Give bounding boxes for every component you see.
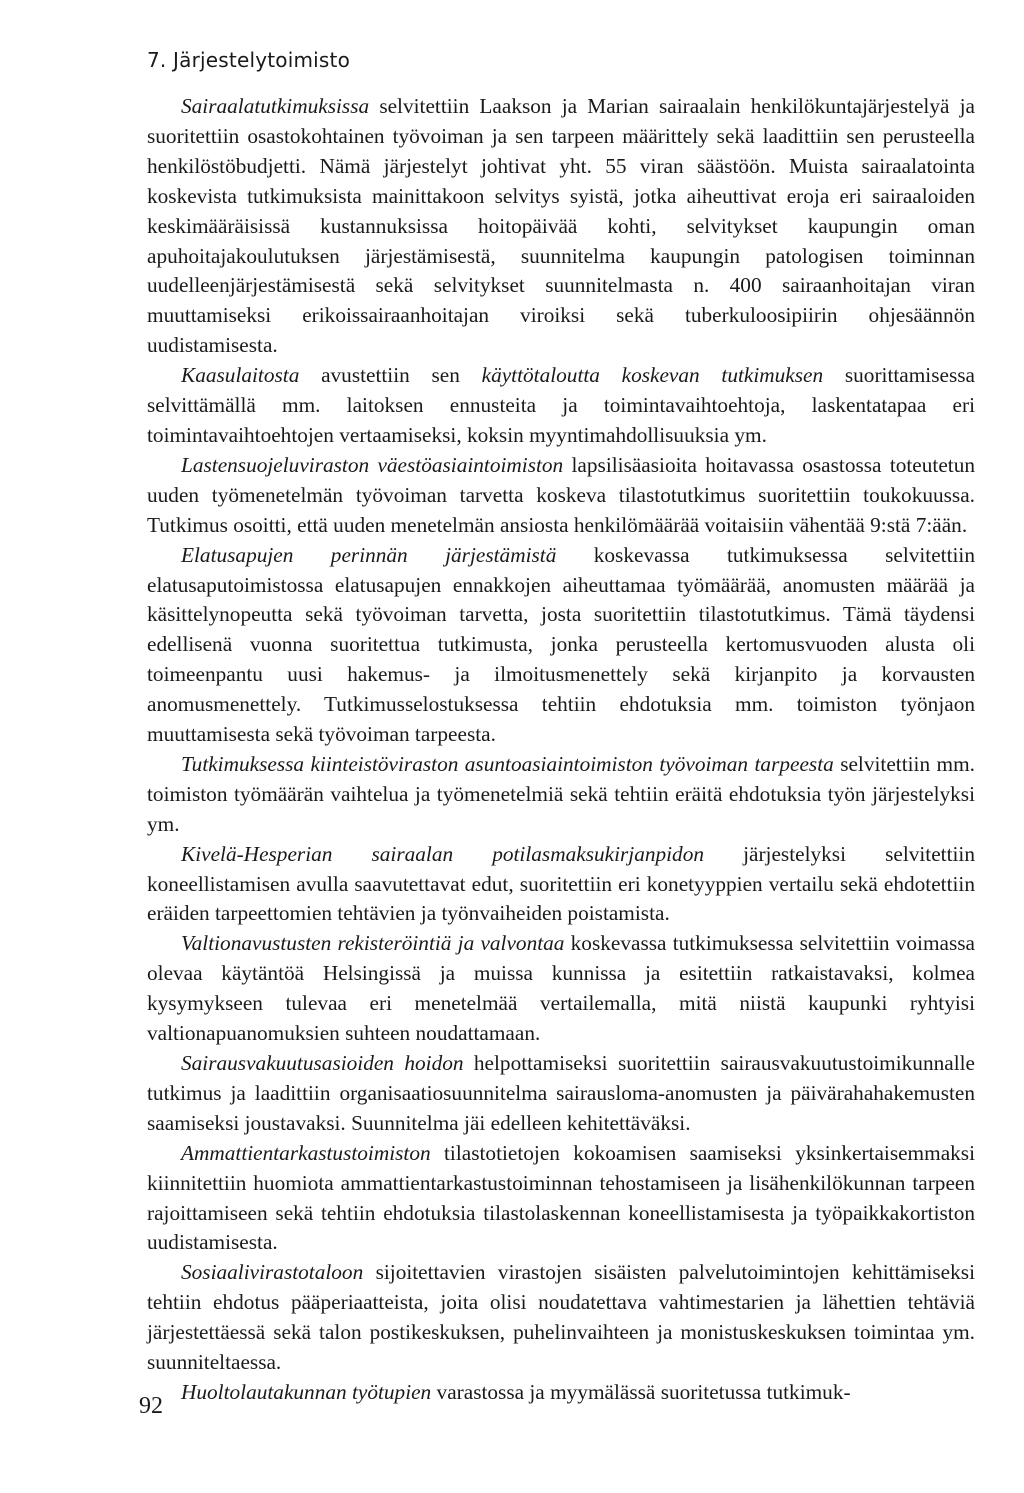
body-text [147,92,975,1408]
paragraph-text: suorittamisessa selvittämällä mm. laitoksen ennusteita ja toimintavaihtoehtoja, laskentatapaa eri toimintavaihtoehtojen vertaamiseksi, koksin myyntimahdollisuuksia ym. [147,363,975,447]
paragraph-title: Elatusapujen perinnän järjestämistä [181,542,557,567]
paragraph-huoltolautakunta [147,1378,975,1408]
paragraph-sairaalatutkimukset [147,92,975,361]
paragraph-title: Kaasulaitosta [181,363,300,388]
paragraph-text: järjestelyksi selvitettiin koneellistamisen avulla saavutettavat edut, suoritettiin eri konetyyppien vertailu sekä ehdotettiin eräiden tarpeettomien tehtävien ja työnvaiheiden poistamista. [147,841,975,926]
paragraph-ammattientarkastus [147,1139,975,1259]
paragraph-text: lapsilisäasioita hoitavassa osastossa toteutetun uuden työmenetelmän työvoiman tarvetta koskeva tilastotutkimus suoritettiin toukokuussa. Tutkimus osoitti, että uuden menetelmän ansiosta henkilömäärää voitaisiin vähentää 9:stä 7:ään. [147,452,975,537]
paragraph-text: avustettiin sen [299,363,482,388]
paragraph-text: koskevassa tutkimuksessa selvitettiin elatusaputoimistossa elatusapujen ennakkojen aiheuttamaa työmäärää, anomusten määrää ja käsittelynopeutta sekä työvoiman tarvetta, josta suoritettiin tilastotutkimus. Tämä täydensi edellisenä vuonna suoritettua tutkimusta, jonka perusteella kertomusvuoden alusta oli toimeenpantu uusi hakemus- ja ilmoitusmenettely sekä kirjanpito ja korvausten anomusmenettely. Tutkimusselostuksessa tehtiin ehdotuksia mm. toimiston työnjaon muuttamisesta sekä työvoiman tarpeesta. [147,542,975,747]
paragraph-text: selvitettiin Laakson ja Marian sairaalain henkilökuntajärjestelyä ja suoritettiin osastokohtainen työvoiman ja sen tarpeen määrittely sekä laadittiin sen perusteella henkilöstöbudjetti. Nämä järjestelyt johtivat yht. 55 viran säästöön. Muista sairaalatointa koskevista tutkimuksista mainittakoon selvitys syistä, jotka aiheuttivat eroja eri sairaaloiden keskimääräisissä kustannuksissa hoitopäivää kohti, selvitykset kaupungin oman apuhoitajakoulutuksen järjestämisestä, suunnitelma kaupungin patologisen toiminnan uudelleenjärjestämisestä sekä selvitykset suunnitelmasta n. 400 sairaanhoitajan viran muuttamiseksi erikoissairaanhoitajan viroiksi sekä tuberkuloosipiirin ohjesäännön uudistamisesta. [147,94,975,358]
paragraph-text: tilastotietojen kokoamisen saamiseksi yksinkertaisemmaksi kiinnitettiin huomiota ammattientarkastustoiminnan tehostamiseen ja lisähenkilökunnan tarpeen rajoittamiseen sekä tehtiin ehdotuksia tilastolaskennan koneellistamisesta ja työpaikkakortiston uudistamisesta. [147,1140,975,1255]
paragraph-text: varastossa ja myymälässä suoritetussa tutkimuk- [431,1379,851,1404]
paragraph-title: Sosiaalivirastotaloon [181,1260,364,1285]
page-number: 92 [139,1393,163,1419]
paragraph-title: Kivelä-Hesperian sairaalan potilasmaksukirjanpidon [181,841,705,866]
paragraph-text: helpottamiseksi suoritettiin sairausvakuutustoimikunnalle tutkimus ja laadittiin organisaatiosuunnitelma sairausloma-anomusten ja päivärahahakemusten saamiseksi joustavaksi. Suunnitelma jäi edelleen kehitettäväksi. [147,1051,975,1135]
paragraph-sosiaalivirastotalo [147,1258,975,1378]
running-header: 7. Järjestelytoimisto [147,48,351,72]
paragraph-valtionavustukset [147,929,975,1049]
paragraph-title: Valtionavustusten rekisteröintiä ja valvontaa [181,931,565,956]
paragraph-kaasulaitos [147,361,975,451]
paragraph-sairausvakuutus [147,1049,975,1139]
paragraph-title: Tutkimuksessa kiinteistöviraston asuntoasiaintoimiston työvoiman tarpeesta [181,751,834,776]
paragraph-text: sijoitettavien virastojen sisäisten palvelutoimintojen kehittämiseksi tehtiin ehdotus pääperiaatteista, joita olisi noudatettava vahtimestarien ja lähettien tehtäviä järjestettäessä sekä talon postikeskuksen, puhelinvaihteen ja monistuskeskuksen toimintaa ym. suunniteltaessa. [147,1260,975,1375]
paragraph-kiinteistovirasto [147,750,975,840]
paragraph-title: Sairausvakuutusasioiden hoidon [181,1051,464,1075]
paragraph-lastensuojeluvirasto [147,451,975,541]
paragraph-title: Lastensuojeluviraston väestöasiaintoimiston [181,452,564,477]
paragraph-text: selvitettiin mm. toimiston työmäärän vaihtelua ja työmenetelmiä sekä tehtiin eräitä ehdotuksia työn järjestelyksi ym. [147,751,975,836]
paragraph-subtitle: käyttötaloutta koskevan tutkimuksen [481,363,824,388]
paragraph-elatusavut [147,541,975,750]
paragraph-title: Ammattientarkastustoimiston [181,1140,431,1165]
paragraph-text: koskevassa tutkimuksessa selvitettiin voimassa olevaa käytäntöä Helsingissä ja muissa kunnissa ja esitettiin ratkaistavaksi, kolmea kysymykseen tulevaa eri menetelmää vertailemalla, mitä niistä kaupunki ryhtyisi valtionapuanomuksien suhteen noudattamaan. [147,931,975,1046]
paragraph-title: Huoltolautakunnan työtupien [181,1379,432,1404]
paragraph-title: Sairaalatutkimuksissa [181,94,370,118]
paragraph-kivela-hesperia [147,840,975,930]
